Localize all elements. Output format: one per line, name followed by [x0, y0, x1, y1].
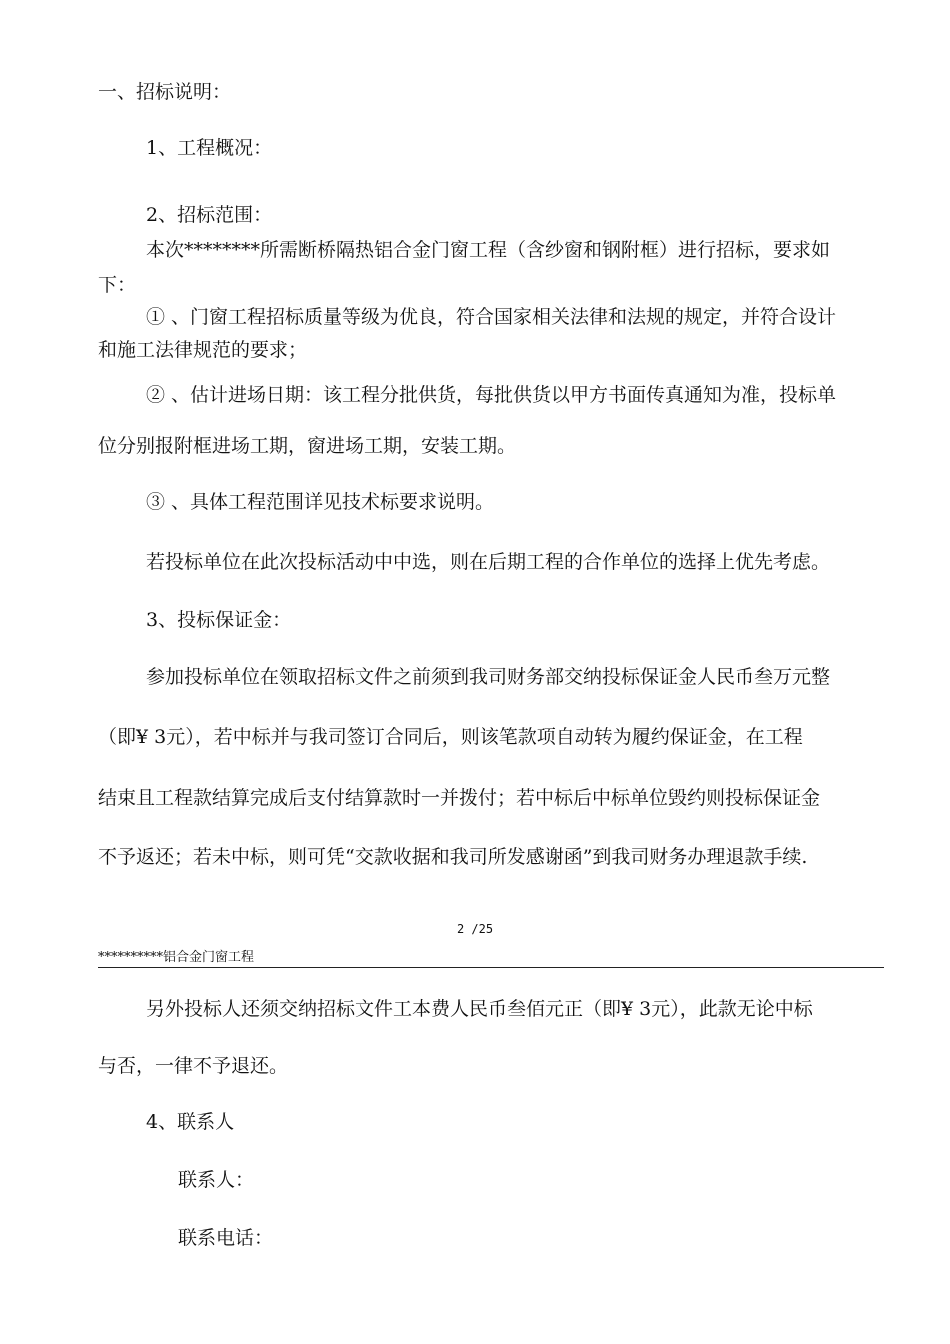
fee-paragraph-line-2: 与否，一律不予退还。	[98, 1055, 289, 1077]
header-divider	[98, 967, 884, 968]
requirement-1-line-1: ① 、门窗工程招标质量等级为优良，符合国家相关法律和法规的规定，并符合设计	[146, 306, 837, 328]
item-1-title: 1、工程概况：	[146, 137, 273, 159]
section-heading: 一、招标说明：	[98, 81, 232, 103]
item-2-title: 2、招标范围：	[146, 204, 273, 226]
deposit-paragraph-line-3: 结束且工程款结算完成后支付结算款时一并拨付；若中标后中标单位毁约则投标保证金	[98, 787, 821, 809]
item-3-title: 3、投标保证金：	[146, 609, 292, 631]
requirement-1-line-2: 和施工法律规范的要求；	[98, 339, 308, 361]
requirement-2-line-1: ② 、估计进场日期：该工程分批供货，每批供货以甲方书面传真通知为准，投标单	[146, 384, 837, 406]
contact-phone-label: 联系电话：	[178, 1227, 274, 1249]
item-4-title: 4、联系人	[146, 1111, 235, 1133]
scope-paragraph-line-2: 下：	[98, 274, 137, 296]
contact-person-label: 联系人：	[178, 1169, 255, 1191]
running-header: **********铝合金门窗工程	[98, 950, 255, 965]
requirement-2-line-2: 位分别报附框进场工期，窗进场工期，安装工期。	[98, 435, 517, 457]
fee-paragraph-line-1: 另外投标人还须交纳招标文件工本费人民币叁佰元正（即¥ 3元），此款无论中标	[146, 998, 813, 1020]
scope-paragraph-line-1: 本次********所需断桥隔热铝合金门窗工程（含纱窗和钢附框）进行招标，要求如	[146, 239, 831, 261]
deposit-paragraph-line-4: 不予返还；若未中标，则可凭“交款收据和我司所发感谢函”到我司财务办理退款手续.	[98, 846, 808, 868]
page-number: 2 /25	[456, 922, 494, 936]
requirement-3: ③ 、具体工程范围详见技术标要求说明。	[146, 491, 495, 513]
priority-note: 若投标单位在此次投标活动中中选，则在后期工程的合作单位的选择上优先考虑。	[146, 551, 831, 573]
deposit-paragraph-line-1: 参加投标单位在领取招标文件之前须到我司财务部交纳投标保证金人民币叁万元整	[146, 666, 831, 688]
deposit-paragraph-line-2: （即¥ 3元），若中标并与我司签订合同后，则该笔款项自动转为履约保证金，在工程	[98, 726, 803, 748]
